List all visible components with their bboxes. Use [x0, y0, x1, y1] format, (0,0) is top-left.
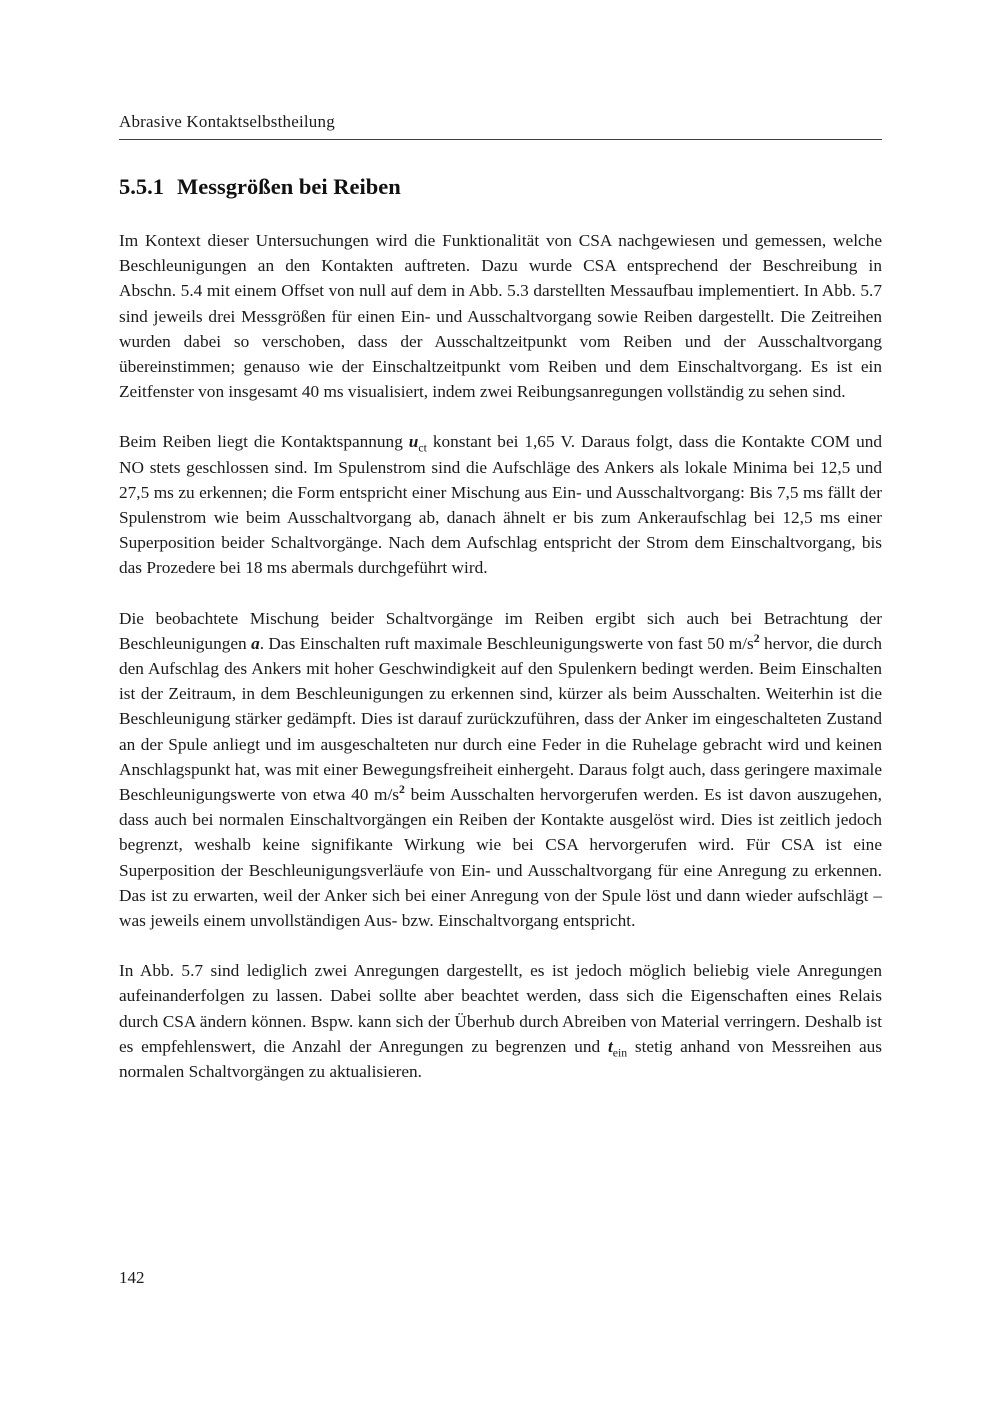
subscript-text: ct [418, 441, 427, 455]
running-header [119, 112, 882, 140]
running-header-text: Abrasive Kontaktselbstheilung [119, 112, 335, 131]
body-text [119, 228, 882, 1084]
text-run: Im Kontext dieser Untersuchungen wird die Funktionalität von CSA nachgewiesen und gemessen, welche Beschleunigungen an den Kontakten auftreten. Dazu wurde CSA entsprechend der Beschreibung in Abschn. 5.4 mit einem Offset von null auf dem in Abb. 5.3 darstellten Messaufbau implementiert. In Abb. 5.7 sind jeweils drei Messgrößen für einen Ein- und Ausschaltvorgang sowie Reiben dargestellt. Die Zeitreihen wurden dabei so verschoben, dass der Ausschaltzeitpunkt vom Reiben und der Ausschaltvorgang übereinstimmen; genauso wie der Einschaltzeitpunkt vom Reiben und dem Einschaltvorgang. Es ist ein Zeitfenster von insgesamt 40 ms visualisiert, indem zwei Reibungsanregungen vollständig zu sehen sind. [119, 231, 882, 402]
paragraph [119, 228, 882, 404]
text-run: stetig anhand von Messreihen aus normalen Schaltvorgängen zu aktualisieren. [119, 1036, 882, 1082]
text-run: In Abb. 5.7 sind lediglich zwei Anregungen dargestellt, es ist jedoch möglich beliebig viele Anregungen aufeinanderfolgen zu lassen. Dabei sollte aber beachtet werden, dass sich die Eigenschaften eines Relais durch CSA ändern können. Bspw. kann sich der Überhub durch Abreiben von Material verringern. Deshalb ist es empfehlenswert, die Anzahl der Anregungen zu begrenzen und [119, 961, 882, 1056]
paragraph [119, 958, 882, 1084]
text-run: Beim Reiben liegt die Kontaktspannung [119, 432, 409, 452]
text-run: Die beobachtete Mischung beider Schaltvorgänge im Reiben ergibt sich auch bei Betrachtung der Beschleunigungen [119, 608, 882, 653]
page-number: 142 [119, 1268, 145, 1287]
section-number: 5.5.1 [119, 174, 164, 199]
section-title [119, 174, 401, 200]
paragraph [119, 429, 882, 580]
header-rule [119, 139, 882, 140]
paragraph [119, 606, 882, 934]
math-symbol: a [251, 633, 260, 653]
subscript-text: ein [612, 1046, 628, 1060]
text-run: beim Ausschalten hervorgerufen werden. Es ist davon auszugehen, dass auch bei normalen Einschaltvorgängen ein Reiben der Kontakte ausgelöst wird. Dies ist zeitlich jedoch begrenzt, weshalb keine signifikante Wirkung wie bei CSA hervorgerufen wird. Für CSA ist eine Superposition der Beschleunigungsverläufe von Ein- und Ausschaltvorgang für eine Anregung zu erkennen. Das ist zu erwarten, weil der Anker sich bei einer Anregung von der Spule löst und dann wieder aufschlägt – was jeweils einem unvollständigen Aus- bzw. Einschaltvorgang entspricht. [119, 785, 882, 931]
text-run: hervor, die durch den Aufschlag des Ankers mit hoher Geschwindigkeit auf den Spulenkern bedingt werden. Beim Einschalten ist der Zeitraum, in dem Beschleunigungen zu erkennen sind, kürzer als beim Ausschalten. Weiterhin ist die Beschleunigung stärker gedämpft. Dies ist darauf zurückzuführen, dass der Anker im eingeschalteten Zustand an der Spule anliegt und im ausgeschalteten nur durch eine Feder in die Ruhelage gebracht wird und keinen Anschlagspunkt hat, was mit einer Bewegungsfreiheit einhergeht. Daraus folgt auch, dass geringere maximale Beschleunigungswerte von etwa 40 m/s [119, 633, 882, 805]
math-symbol: t [607, 1036, 613, 1056]
section-title-text: Messgrößen bei Reiben [177, 174, 401, 199]
text-run: konstant bei 1,65 V. Daraus folgt, dass die Kontakte COM und NO stets geschlossen sind. Im Spulenstrom sind die Aufschläge des Ankers als lokale Minima bei 12,5 und 27,5 ms zu erkennen; die Form entspricht einer Mischung aus Ein- und Ausschaltvorgang: Bis 7,5 ms fällt der Spulenstrom wie beim Ausschaltvorgang ab, danach ähnelt er bis zum Ankeraufschlag bei 12,5 ms einer Superposition beider Schaltvorgänge. Nach dem Aufschlag entspricht der Strom dem Einschaltvorgang, bis das Prozedere bei 18 ms abermals durchgeführt wird. [119, 432, 882, 578]
superscript-text: 2 [399, 783, 405, 797]
superscript-text: 2 [753, 632, 760, 646]
text-run: . Das Einschalten ruft maximale Beschleunigungswerte von fast 50 m/s [259, 633, 754, 653]
math-symbol: u [408, 432, 419, 452]
